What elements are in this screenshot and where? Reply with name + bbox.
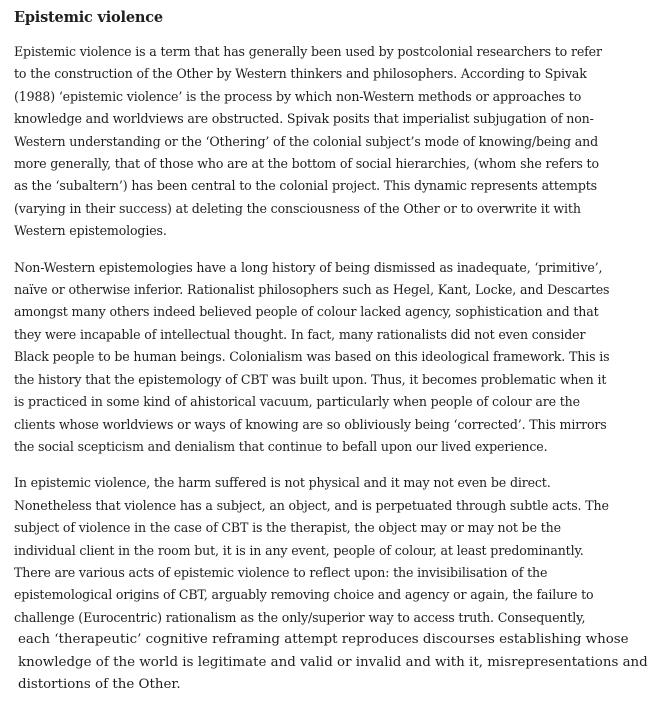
paragraph-line: as the ‘subaltern’) has been central to the colonial project. This dynamic represents attempts [14, 178, 597, 194]
paragraph-line: (1988) ‘epistemic violence’ is the process by which non-Western methods or approaches to [14, 88, 582, 104]
paragraph-line: each ‘therapeutic’ cognitive reframing attempt reproduces discourses establishing whose [18, 632, 629, 648]
paragraph-1 [14, 41, 644, 243]
paragraph-3 [14, 472, 648, 696]
paragraph-line: Non-Western epistemologies have a long history of being dismissed as inadequate, ‘primitive’, [14, 259, 603, 275]
paragraph-line: Epistemic violence is a term that has generally been used by postcolonial researchers to refer [14, 44, 602, 59]
paragraph-2 [14, 257, 644, 459]
paragraph-line: the social scepticism and denialism that continue to befall upon our lived experience. [14, 438, 548, 454]
paragraph-line: to the construction of the Other by Western thinkers and philosophers. According to Spivak [14, 66, 587, 82]
paragraph-line: (varying in their success) at deleting the consciousness of the Other or to overwrite it with [14, 200, 581, 216]
paragraph-line: Black people to be human beings. Colonialism was based on this ideological framework. This is [14, 349, 610, 365]
paragraph-line: There are various acts of epistemic violence to reflect upon: the invisibilisation of the [14, 564, 548, 580]
article-section [14, 8, 648, 710]
paragraph-line: is practiced in some kind of ahistorical vacuum, particularly when people of colour are the [14, 394, 580, 410]
paragraph-line: challenge (Eurocentric) rationalism as the only/superior way to access truth. Consequently, [14, 609, 586, 625]
paragraph-line: amongst many others indeed believed people of colour lacked agency, sophistication and that [14, 304, 599, 320]
paragraph-line: In epistemic violence, the harm suffered is not physical and it may not even be direct. [14, 475, 551, 491]
paragraph-line: subject of violence in the case of CBT is the therapist, the object may or may not be the [14, 520, 561, 536]
paragraph-line: more generally, that of those who are at the bottom of social hierarchies, (whom she refers to [14, 156, 599, 172]
paragraph-line: Western understanding or the ‘Othering’ of the colonial subject’s mode of knowing/being and [14, 133, 599, 149]
paragraph-line: naïve or otherwise inferior. Rationalist philosophers such as Hegel, Kant, Locke, and Descartes [14, 282, 610, 298]
paragraph-line: the history that the epistemology of CBT was built upon. Thus, it becomes problematic when it [14, 371, 607, 387]
paragraph-line: distortions of the Other. [18, 676, 181, 692]
paragraph-line: they were incapable of intellectual thought. In fact, many rationalists did not even consider [14, 326, 586, 342]
paragraph-line: knowledge of the world is legitimate and valid or invalid and with it, misrepresentations and [18, 654, 648, 670]
paragraph-line: clients whose worldviews or ways of knowing are so obliviously being ‘corrected’. This mirrors [14, 416, 607, 432]
paragraph-line: individual client in the room but, it is in any event, people of colour, at least predominantly. [14, 542, 584, 558]
paragraph-line: Western epistemologies. [14, 223, 167, 239]
paragraph-line: Nonetheless that violence has a subject, an object, and is perpetuated through subtle acts. The [14, 497, 609, 513]
paragraph-line: epistemological origins of CBT, arguably removing choice and agency or again, the failure to [14, 587, 594, 603]
section-title: Epistemic violence [14, 9, 163, 26]
paragraph-line: knowledge and worldviews are obstructed. Spivak posits that imperialist subjugation of non- [14, 111, 594, 127]
